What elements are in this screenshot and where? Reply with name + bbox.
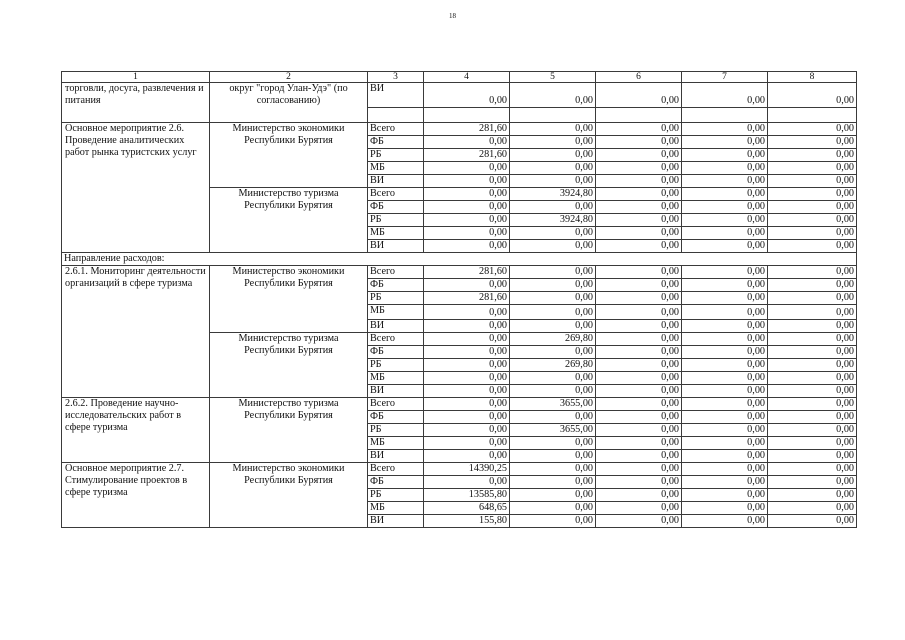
value-cell: 0,00 [682, 266, 768, 279]
activity-cell: Основное мероприятие 2.7. Стимулирование проектов в сфере туризма [62, 463, 210, 528]
value-cell: 0,00 [768, 489, 857, 502]
header-cell: 5 [510, 72, 596, 83]
executor-cell: Министерство туризма Республики Бурятия [210, 398, 368, 463]
value-cell: 0,00 [768, 424, 857, 437]
value-cell: 0,00 [768, 266, 857, 279]
value-cell: 0,00 [596, 450, 682, 463]
value-cell: 0,00 [424, 476, 510, 489]
value-cell: 0,00 [682, 227, 768, 240]
table-row [62, 398, 857, 411]
executor-cell: Министерство экономики Республики Бурятия [210, 123, 368, 188]
value-cell: 0,00 [768, 411, 857, 424]
value-cell [424, 108, 510, 123]
value-cell: 0,00 [682, 279, 768, 292]
value-cell: 0,00 [596, 201, 682, 214]
value-cell: 0,00 [682, 346, 768, 359]
page-number: 18 [449, 12, 456, 20]
source-cell: ФБ [368, 201, 424, 214]
value-cell: 0,00 [596, 515, 682, 528]
value-cell: 0,00 [682, 214, 768, 227]
value-cell: 0,00 [510, 320, 596, 333]
value-cell: 0,00 [424, 83, 510, 108]
value-cell: 0,00 [682, 437, 768, 450]
value-cell: 0,00 [768, 123, 857, 136]
value-cell: 0,00 [768, 305, 857, 320]
value-cell: 0,00 [596, 411, 682, 424]
value-cell: 0,00 [596, 175, 682, 188]
value-cell: 281,60 [424, 149, 510, 162]
source-cell: Всего [368, 333, 424, 346]
value-cell: 0,00 [768, 385, 857, 398]
value-cell: 0,00 [768, 398, 857, 411]
source-cell: ВИ [368, 385, 424, 398]
value-cell: 0,00 [682, 136, 768, 149]
executor-cell: округ "город Улан-Удэ" (по согласованию) [210, 83, 368, 108]
value-cell: 0,00 [682, 305, 768, 320]
value-cell [596, 108, 682, 123]
value-cell: 0,00 [596, 305, 682, 320]
source-cell: РБ [368, 359, 424, 372]
value-cell: 0,00 [682, 489, 768, 502]
value-cell: 0,00 [768, 437, 857, 450]
source-cell: ФБ [368, 411, 424, 424]
value-cell: 0,00 [424, 175, 510, 188]
value-cell: 0,00 [768, 346, 857, 359]
value-cell: 0,00 [596, 266, 682, 279]
value-cell [768, 108, 857, 123]
value-cell: 0,00 [682, 333, 768, 346]
value-cell: 0,00 [510, 149, 596, 162]
value-cell: 0,00 [768, 333, 857, 346]
source-cell: ФБ [368, 279, 424, 292]
value-cell: 0,00 [510, 450, 596, 463]
value-cell: 0,00 [682, 463, 768, 476]
source-cell: РБ [368, 489, 424, 502]
value-cell: 0,00 [424, 240, 510, 253]
table-row [62, 463, 857, 476]
value-cell: 0,00 [682, 398, 768, 411]
value-cell: 0,00 [510, 279, 596, 292]
value-cell: 0,00 [424, 385, 510, 398]
value-cell: 0,00 [682, 411, 768, 424]
value-cell: 0,00 [596, 346, 682, 359]
value-cell: 0,00 [510, 372, 596, 385]
value-cell: 0,00 [682, 83, 768, 108]
value-cell: 0,00 [682, 502, 768, 515]
value-cell: 0,00 [768, 359, 857, 372]
value-cell: 0,00 [768, 83, 857, 108]
value-cell: 0,00 [510, 411, 596, 424]
source-cell: МБ [368, 227, 424, 240]
executor-cell: Министерство экономики Республики Бурятия [210, 463, 368, 528]
value-cell: 0,00 [682, 320, 768, 333]
value-cell: 281,60 [424, 123, 510, 136]
value-cell: 0,00 [510, 266, 596, 279]
value-cell: 281,60 [424, 266, 510, 279]
value-cell: 0,00 [768, 515, 857, 528]
spacer-row [62, 108, 857, 123]
value-cell: 0,00 [596, 385, 682, 398]
budget-table [61, 71, 857, 528]
value-cell: 0,00 [596, 424, 682, 437]
value-cell: 0,00 [596, 83, 682, 108]
source-cell: МБ [368, 305, 424, 320]
header-cell: 4 [424, 72, 510, 83]
value-cell [682, 108, 768, 123]
source-cell: МБ [368, 372, 424, 385]
value-cell: 0,00 [510, 476, 596, 489]
source-cell: ВИ [368, 450, 424, 463]
value-cell: 0,00 [596, 149, 682, 162]
value-cell: 0,00 [596, 359, 682, 372]
value-cell: 0,00 [510, 463, 596, 476]
source-cell: Всего [368, 463, 424, 476]
value-cell: 0,00 [510, 83, 596, 108]
value-cell: 0,00 [424, 398, 510, 411]
activity-cell: торговли, досуга, развлечения и питания [62, 83, 210, 108]
value-cell: 0,00 [596, 489, 682, 502]
value-cell: 0,00 [768, 502, 857, 515]
header-cell: 3 [368, 72, 424, 83]
value-cell: 0,00 [424, 411, 510, 424]
value-cell: 0,00 [596, 227, 682, 240]
value-cell: 0,00 [510, 292, 596, 305]
source-cell: РБ [368, 292, 424, 305]
value-cell: 0,00 [424, 162, 510, 175]
value-cell: 0,00 [768, 279, 857, 292]
value-cell: 0,00 [682, 450, 768, 463]
value-cell: 0,00 [596, 398, 682, 411]
value-cell: 0,00 [682, 175, 768, 188]
value-cell: 0,00 [424, 188, 510, 201]
value-cell: 0,00 [424, 424, 510, 437]
value-cell [510, 108, 596, 123]
source-cell: МБ [368, 502, 424, 515]
value-cell: 0,00 [768, 292, 857, 305]
value-cell: 0,00 [682, 292, 768, 305]
source-cell: РБ [368, 214, 424, 227]
value-cell: 0,00 [768, 463, 857, 476]
source-cell: ВИ [368, 240, 424, 253]
value-cell: 0,00 [682, 201, 768, 214]
activity-cell [62, 108, 210, 123]
value-cell: 0,00 [596, 136, 682, 149]
source-cell: МБ [368, 437, 424, 450]
activity-cell: 2.6.1. Мониторинг деятельности организаций в сфере туризма [62, 266, 210, 398]
value-cell: 0,00 [510, 136, 596, 149]
value-cell: 0,00 [682, 476, 768, 489]
value-cell: 0,00 [768, 227, 857, 240]
value-cell: 0,00 [424, 227, 510, 240]
direction-row [62, 253, 857, 266]
value-cell: 0,00 [596, 162, 682, 175]
value-cell: 0,00 [510, 502, 596, 515]
value-cell: 0,00 [510, 515, 596, 528]
value-cell: 0,00 [510, 201, 596, 214]
value-cell: 0,00 [424, 346, 510, 359]
value-cell: 281,60 [424, 292, 510, 305]
value-cell: 0,00 [768, 175, 857, 188]
table-row [62, 123, 857, 136]
value-cell: 0,00 [682, 515, 768, 528]
value-cell: 0,00 [596, 292, 682, 305]
value-cell: 0,00 [682, 385, 768, 398]
value-cell: 0,00 [768, 476, 857, 489]
value-cell: 648,65 [424, 502, 510, 515]
activity-cell: 2.6.2. Проведение научно-исследовательских работ в сфере туризма [62, 398, 210, 463]
value-cell: 0,00 [768, 372, 857, 385]
value-cell: 0,00 [424, 305, 510, 320]
value-cell: 0,00 [510, 240, 596, 253]
source-cell: Всего [368, 188, 424, 201]
value-cell: 0,00 [768, 214, 857, 227]
value-cell: 0,00 [682, 240, 768, 253]
value-cell: 0,00 [510, 489, 596, 502]
value-cell: 0,00 [682, 162, 768, 175]
value-cell: 0,00 [596, 372, 682, 385]
header-cell: 1 [62, 72, 210, 83]
source-cell: ВИ [368, 175, 424, 188]
value-cell: 0,00 [682, 149, 768, 162]
source-cell: ВИ [368, 320, 424, 333]
direction-label: Направление расходов: [62, 253, 857, 266]
value-cell: 0,00 [510, 346, 596, 359]
value-cell: 3924,80 [510, 214, 596, 227]
value-cell: 0,00 [510, 305, 596, 320]
source-cell: ФБ [368, 346, 424, 359]
value-cell: 0,00 [682, 372, 768, 385]
value-cell: 0,00 [596, 502, 682, 515]
executor-cell: Министерство туризма Республики Бурятия [210, 333, 368, 398]
value-cell: 0,00 [682, 123, 768, 136]
value-cell: 0,00 [596, 476, 682, 489]
table-row [62, 266, 857, 279]
value-cell: 0,00 [768, 450, 857, 463]
value-cell: 0,00 [424, 201, 510, 214]
source-cell: ФБ [368, 476, 424, 489]
value-cell: 0,00 [510, 123, 596, 136]
value-cell: 0,00 [510, 175, 596, 188]
value-cell: 0,00 [596, 188, 682, 201]
source-cell: РБ [368, 424, 424, 437]
executor-cell: Министерство туризма Республики Бурятия [210, 188, 368, 253]
header-cell: 2 [210, 72, 368, 83]
value-cell: 0,00 [424, 136, 510, 149]
value-cell: 0,00 [510, 437, 596, 450]
source-cell: ВИ [368, 515, 424, 528]
value-cell: 0,00 [424, 450, 510, 463]
value-cell: 0,00 [768, 201, 857, 214]
header-cell: 7 [682, 72, 768, 83]
executor-cell [210, 108, 368, 123]
executor-cell: Министерство экономики Республики Бурятия [210, 266, 368, 333]
value-cell: 0,00 [424, 359, 510, 372]
value-cell: 0,00 [768, 136, 857, 149]
value-cell: 269,80 [510, 359, 596, 372]
value-cell: 3655,00 [510, 398, 596, 411]
header-cell: 6 [596, 72, 682, 83]
value-cell: 0,00 [596, 437, 682, 450]
activity-cell: Основное мероприятие 2.6. Проведение аналитических работ рынка туристских услуг [62, 123, 210, 253]
value-cell: 155,80 [424, 515, 510, 528]
value-cell: 0,00 [424, 214, 510, 227]
header-row [62, 72, 857, 83]
value-cell: 0,00 [596, 320, 682, 333]
value-cell: 0,00 [424, 333, 510, 346]
value-cell: 0,00 [510, 162, 596, 175]
source-cell: ВИ [368, 83, 424, 108]
source-cell: МБ [368, 162, 424, 175]
value-cell: 0,00 [424, 279, 510, 292]
source-cell: Всего [368, 398, 424, 411]
value-cell: 0,00 [596, 240, 682, 253]
table-body [62, 72, 857, 528]
value-cell: 0,00 [768, 162, 857, 175]
source-cell: РБ [368, 149, 424, 162]
header-cell: 8 [768, 72, 857, 83]
table-row [62, 83, 857, 108]
value-cell: 3924,80 [510, 188, 596, 201]
source-cell [368, 108, 424, 123]
value-cell: 0,00 [682, 424, 768, 437]
source-cell: Всего [368, 123, 424, 136]
source-cell: Всего [368, 266, 424, 279]
value-cell: 0,00 [596, 333, 682, 346]
value-cell: 0,00 [768, 188, 857, 201]
value-cell: 0,00 [682, 359, 768, 372]
value-cell: 0,00 [768, 240, 857, 253]
value-cell: 14390,25 [424, 463, 510, 476]
value-cell: 0,00 [768, 320, 857, 333]
value-cell: 0,00 [424, 437, 510, 450]
value-cell: 13585,80 [424, 489, 510, 502]
value-cell: 0,00 [424, 372, 510, 385]
value-cell: 0,00 [510, 385, 596, 398]
value-cell: 0,00 [768, 149, 857, 162]
value-cell: 0,00 [424, 320, 510, 333]
value-cell: 269,80 [510, 333, 596, 346]
value-cell: 0,00 [596, 123, 682, 136]
value-cell: 0,00 [596, 463, 682, 476]
source-cell: ФБ [368, 136, 424, 149]
value-cell: 3655,00 [510, 424, 596, 437]
value-cell: 0,00 [682, 188, 768, 201]
value-cell: 0,00 [596, 214, 682, 227]
value-cell: 0,00 [596, 279, 682, 292]
value-cell: 0,00 [510, 227, 596, 240]
